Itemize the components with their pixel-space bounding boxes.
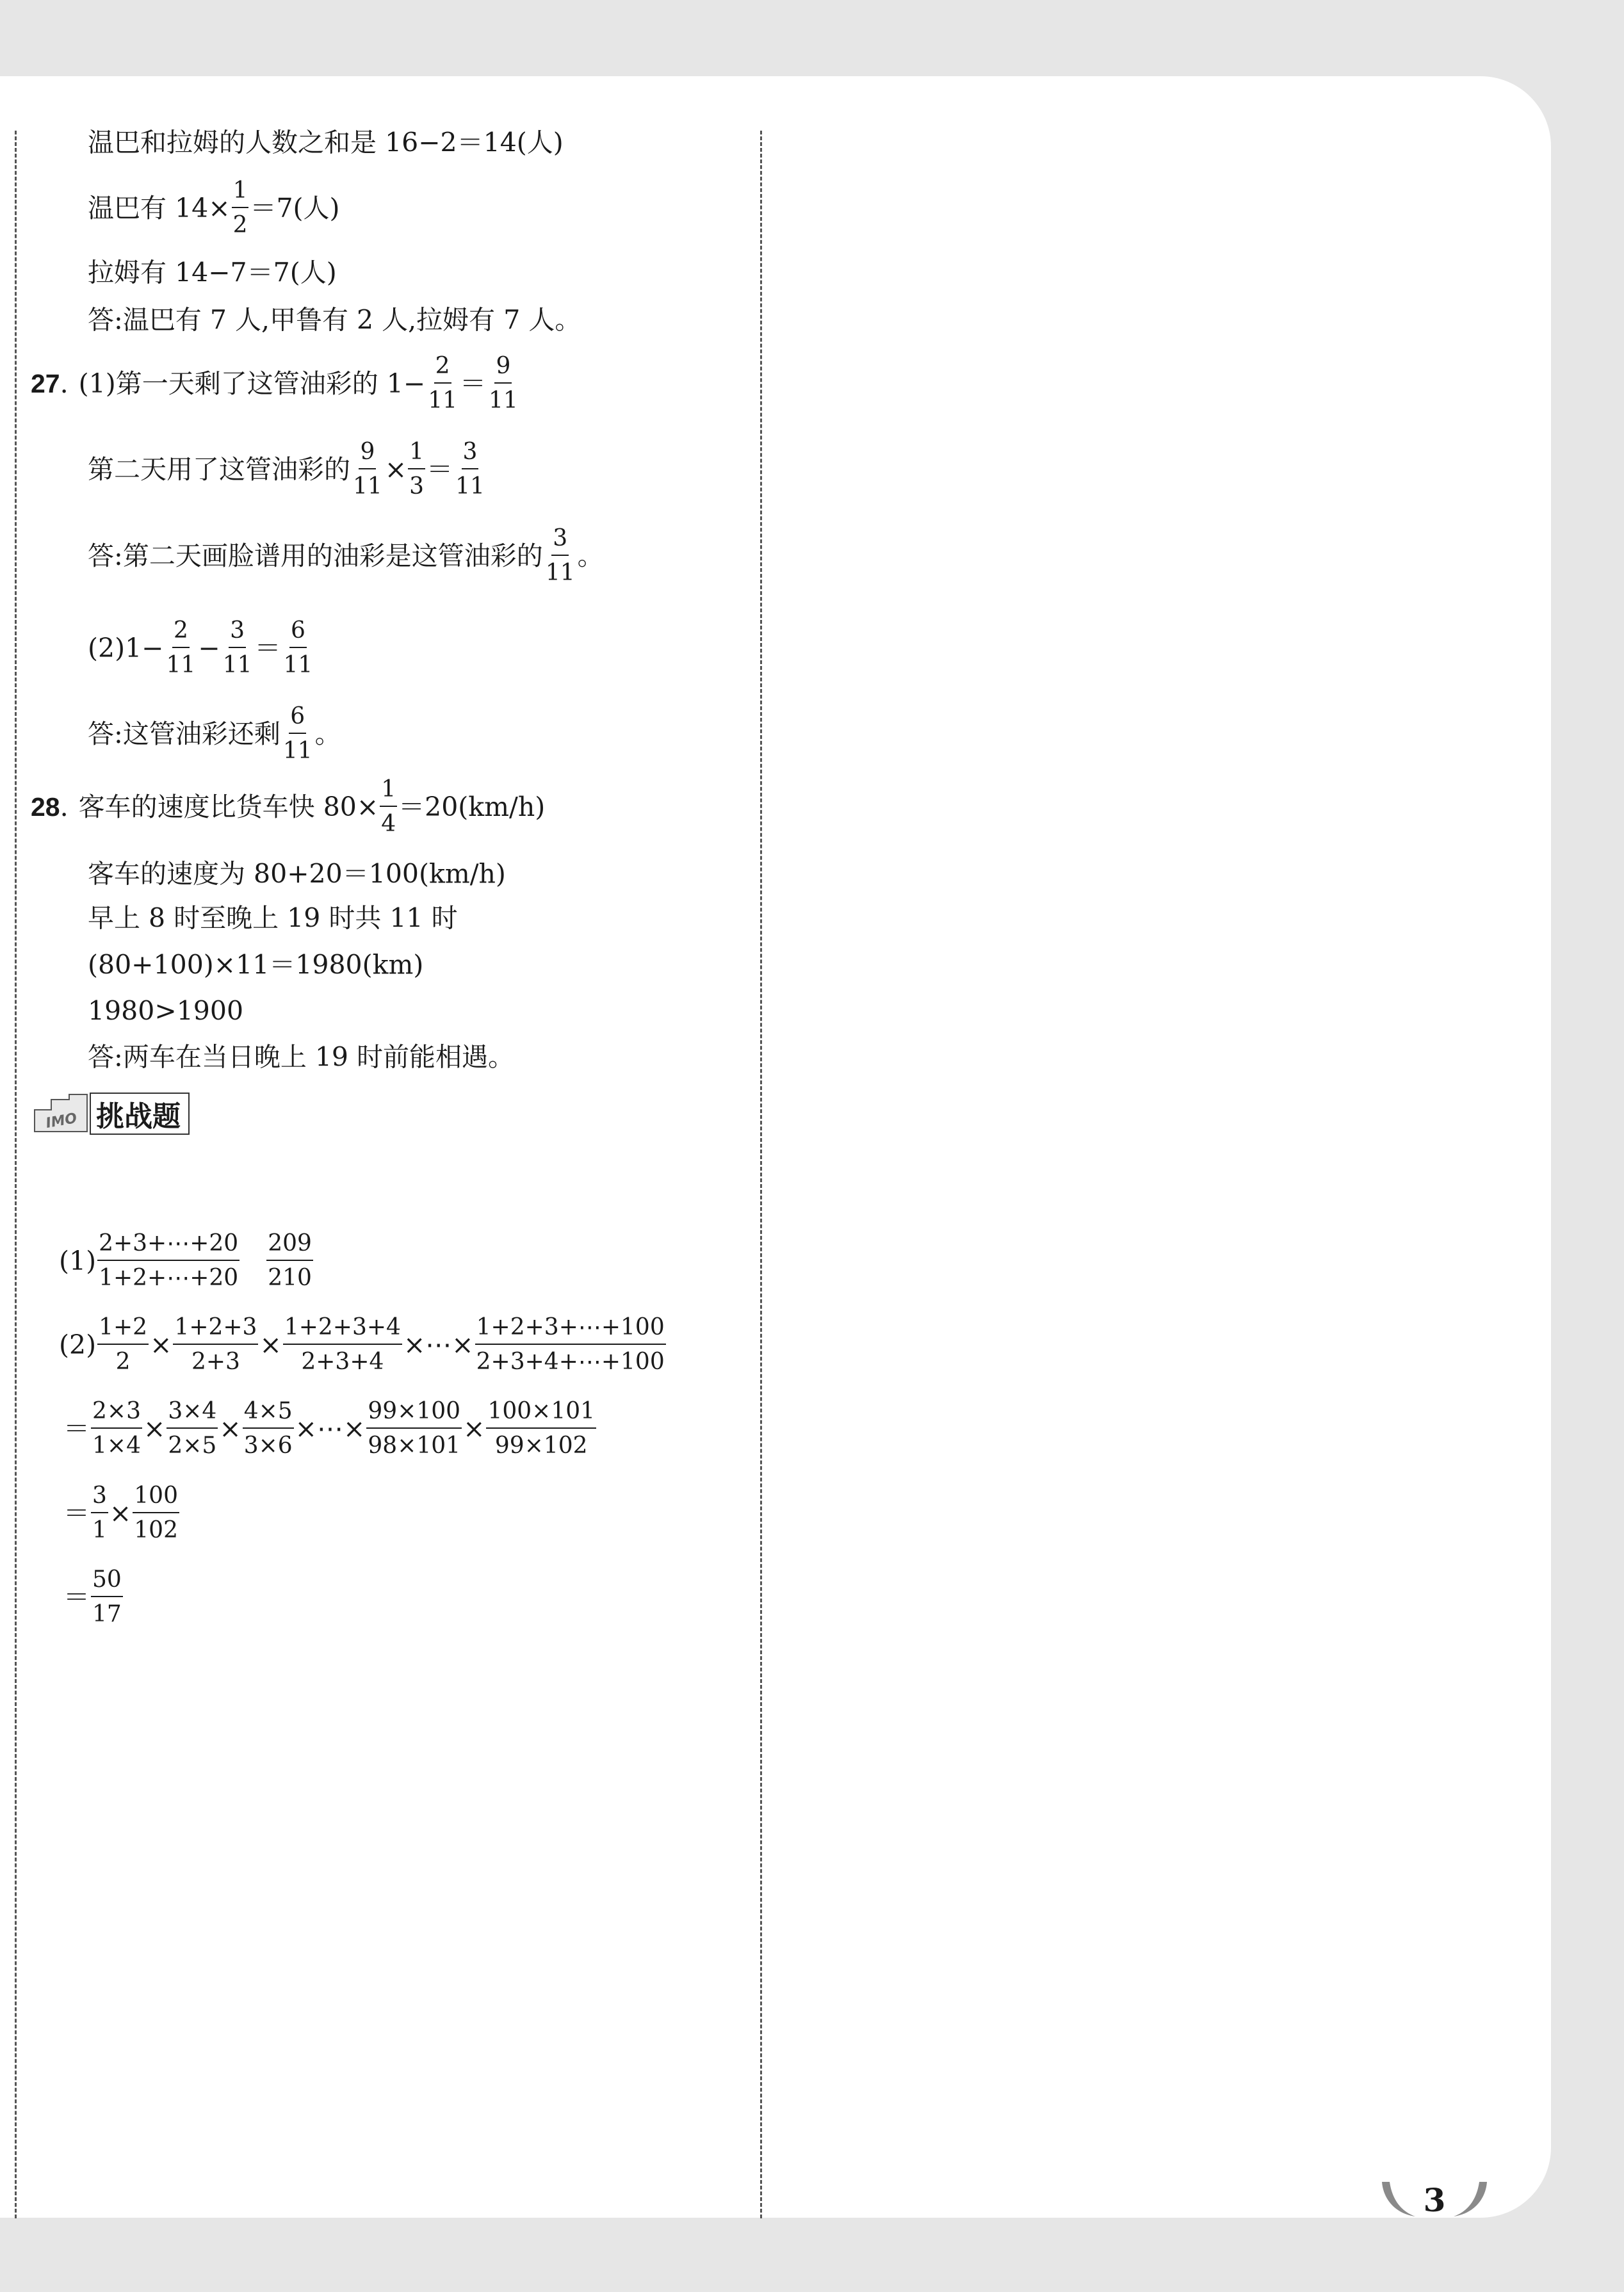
fraction: $\frac{209}{210}$ [268,1230,312,1291]
fraction: $\frac{2\times 3}{1\times 4}$ [92,1398,141,1459]
answer-text: (1)第一天剩了这管油彩的 1− [78,368,426,399]
page-sheet [0,76,1551,2218]
page-number-badge [1370,2174,1498,2225]
challenge-heading [31,1092,190,1135]
column-divider-dashed-rule [760,131,762,2218]
answer-line [88,527,604,585]
answer-line [88,441,487,498]
times-sign: × [219,1413,241,1444]
answer-text: 。 [577,540,604,571]
question-number-dot: . [60,368,69,399]
answer-text: 。 [314,718,341,749]
question-number: 28 [31,792,60,822]
answer-text: 答:两车在当日晚上 19 时前能相遇。 [88,1041,515,1073]
answer-line [88,619,315,677]
challenge-title: 挑战题 [96,1100,181,1133]
answer-text: 1980>1900 [88,995,244,1027]
answer-text: (2) [59,1329,97,1360]
answer-line [88,1041,515,1073]
fraction: $\frac{3\times 4}{2\times 5}$ [168,1398,217,1459]
answer-text: (1) [59,1245,97,1276]
answer-text: 答:第二天画脸谱用的油彩是这管油彩的 [88,540,543,571]
answer-text: 早上 8 时至晚上 19 时共 11 时 [88,902,458,934]
answer-line [88,949,424,980]
times-sign: × [259,1329,282,1360]
answer-line [88,705,341,763]
answer-line [88,858,506,890]
equals-sign: ＝ [254,632,281,663]
times-sign: × [150,1329,172,1360]
challenge-line [63,1484,181,1542]
fraction: $\frac{1}{2}$ [232,177,248,238]
fraction: $\frac{99\times 100}{98\times 101}$ [368,1398,461,1459]
question-27-line [31,355,521,412]
page-number: 3 [1423,2181,1446,2219]
fraction: $\frac{9}{11}$ [489,353,518,414]
times-sign: × [463,1413,485,1444]
fraction: $\frac{9}{11}$ [353,439,382,500]
equals-sign: ＝ [63,1581,90,1613]
equals-sign: ＝ [426,453,453,485]
fraction: $\frac{6}{11}$ [282,703,313,764]
svg-text:IMO: IMO [44,1110,79,1132]
question-28-line [31,778,545,836]
times-sign: × [109,1497,132,1529]
challenge-line [63,1400,597,1458]
answer-line [88,257,337,288]
equals-sign: ＝ [63,1497,90,1529]
fraction: $\frac{3}{11}$ [455,439,485,500]
fraction: $\frac{1+2}{2}$ [99,1314,148,1375]
answer-text: (2)1− [88,632,164,663]
fraction: $\frac{100}{102}$ [134,1483,178,1543]
answer-text: ＝20(km/h) [398,791,546,822]
answer-text: 第二天用了这管油彩的 [88,453,350,485]
fraction: $\frac{1+2+3+\cdots+100}{2+3+4+\cdots+100}$ [476,1314,665,1375]
ellipsis-times: ×⋯× [295,1413,366,1444]
times-sign: × [384,453,407,485]
minus-sign: − [198,632,220,663]
answer-text: 答:温巴有 7 人,甲鲁有 2 人,拉姆有 7 人。 [88,304,581,336]
imo-logo-icon [31,1092,90,1135]
answer-line [88,995,244,1027]
answer-line [88,179,340,237]
ellipsis-times: ×⋯× [403,1329,474,1360]
answer-text: 客车的速度比货车快 80× [78,791,379,822]
answer-text: (80+100)×11＝1980(km) [88,949,424,980]
equals-sign: ＝ [63,1413,90,1444]
fraction: $\frac{3}{11}$ [545,525,575,586]
fraction: $\frac{1+2+3}{2+3}$ [174,1314,257,1375]
answer-line [88,304,581,336]
fraction: $\frac{2}{11}$ [166,617,196,678]
times-sign: × [143,1413,166,1444]
fraction: $\frac{6}{11}$ [283,617,313,678]
fraction: $\frac{4\times 5}{3\times 6}$ [243,1398,293,1459]
challenge-line [59,1232,314,1290]
answer-line [88,902,458,934]
question-number-dot: . [60,791,69,822]
answer-text: 温巴有 14× [88,192,231,224]
answer-text: 温巴和拉姆的人数之和是 16−2＝14(人) [88,127,564,158]
answer-line [88,127,564,158]
answer-column [0,76,756,2190]
challenge-line [59,1316,667,1374]
fraction: $\frac{3}{11}$ [222,617,252,678]
answer-text: 答:这管油彩还剩 [88,718,280,749]
challenge-title-box [90,1093,190,1135]
fraction: $\frac{1+2+3+4}{2+3+4}$ [284,1314,401,1375]
fraction: $\frac{100\times 101}{99\times 102}$ [487,1398,596,1459]
answer-text: 客车的速度为 80+20＝100(km/h) [88,858,506,890]
fraction: $\frac{3}{1}$ [92,1483,107,1543]
equals-sign: ＝ [460,368,487,399]
answer-text: ＝7(人) [250,192,340,224]
challenge-line [63,1568,124,1626]
answer-text: 拉姆有 14−7＝7(人) [88,257,337,288]
fraction: $\frac{50}{17}$ [92,1566,122,1627]
fraction: $\frac{1}{3}$ [409,439,425,500]
fraction: $\frac{2}{11}$ [428,353,458,414]
fraction: $\frac{1}{4}$ [381,776,396,837]
fraction: $\frac{2+3+\cdots+20}{1+2+\cdots+20}$ [99,1230,239,1291]
question-number: 27 [31,368,60,398]
